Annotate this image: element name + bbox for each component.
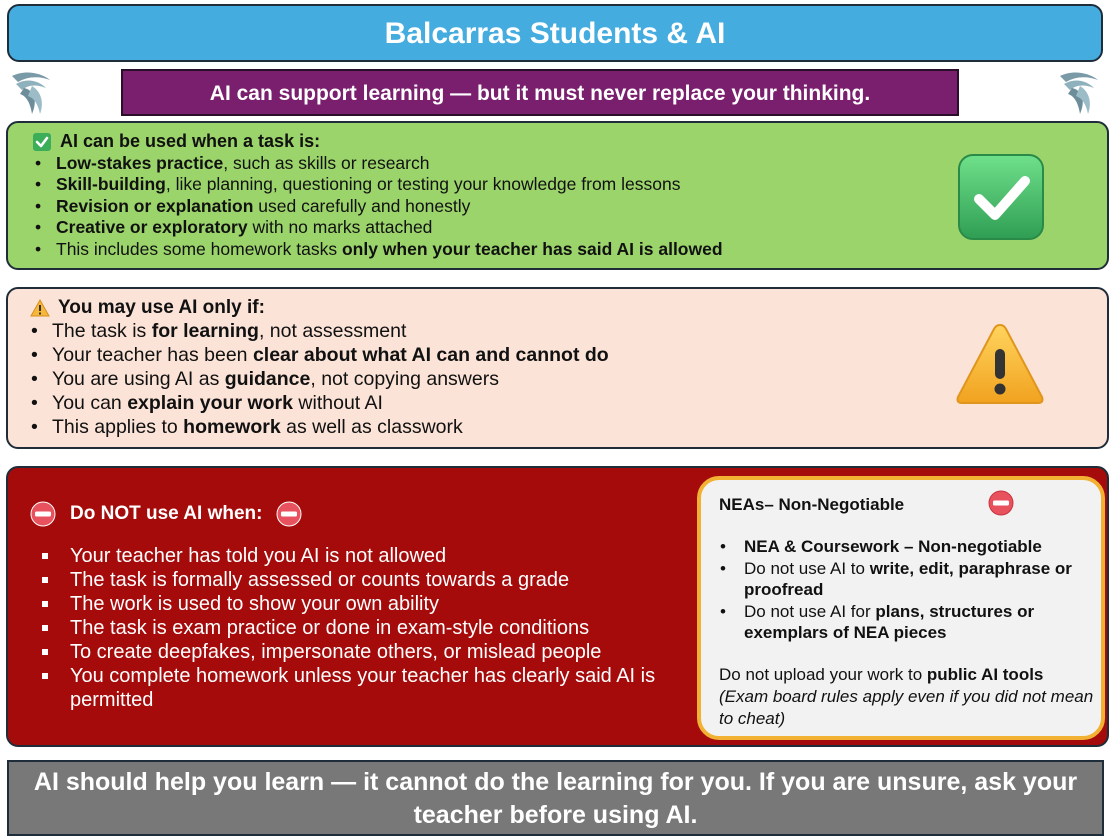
- conditional-uses-list: [25, 319, 609, 439]
- prohibited-uses-list: [34, 544, 699, 712]
- list-item: • Your teacher has been clear about what AI can and cannot do: [25, 343, 609, 367]
- warning-icon: [954, 319, 1046, 411]
- list-item: The work is used to show your own ability: [34, 592, 699, 616]
- list-item: • Low-stakes practice, such as skills or research: [29, 153, 723, 174]
- list-item: • NEA & Coursework – Non-negotiable: [714, 536, 1094, 558]
- prohibited-uses-heading: Do NOT use AI when:: [30, 501, 302, 527]
- no-entry-icon: [988, 490, 1014, 516]
- list-item: The task is formally assessed or counts towards a grade: [34, 568, 699, 592]
- warning-icon: [30, 298, 50, 318]
- page-title: Balcarras Students & AI: [7, 4, 1103, 62]
- allowed-uses-list: [29, 153, 723, 260]
- no-entry-icon: [30, 501, 56, 527]
- list-item: You complete homework unless your teacher has clearly said AI is permitted: [34, 664, 699, 712]
- list-item: • This includes some homework tasks only when your teacher has said AI is allowed: [29, 239, 723, 260]
- subtitle-banner: AI can support learning — but it must never replace your thinking.: [121, 69, 959, 116]
- list-item: • Skill-building, like planning, questioning or testing your knowledge from lessons: [29, 174, 723, 195]
- nea-callout: [697, 476, 1105, 740]
- conditional-uses-heading: You may use AI only if:: [30, 297, 265, 319]
- check-box-icon: [32, 132, 52, 152]
- list-item: • Do not use AI to write, edit, paraphrase or proofread: [714, 558, 1094, 601]
- list-item: • You can explain your work without AI: [25, 391, 609, 415]
- allowed-uses-heading: AI can be used when a task is:: [32, 131, 320, 152]
- nea-rules-list: [714, 536, 1094, 644]
- nea-upload-rule: Do not upload your work to public AI tools: [719, 665, 1044, 684]
- list-item: • This applies to homework as well as classwork: [25, 415, 609, 439]
- check-mark-icon: [955, 151, 1047, 243]
- list-item: Your teacher has told you AI is not allowed: [34, 544, 699, 568]
- list-item: • Do not use AI for plans, structures or exemplars of NEA pieces: [714, 601, 1094, 644]
- list-item: • Creative or exploratory with no marks attached: [29, 217, 723, 238]
- list-item: • Revision or explanation used carefully and honestly: [29, 196, 723, 217]
- conditional-uses-panel: [6, 287, 1109, 449]
- list-item: The task is exam practice or done in exam-style conditions: [34, 616, 699, 640]
- list-item: To create deepfakes, impersonate others, or mislead people: [34, 640, 699, 664]
- nea-title: NEAs– Non-Negotiable: [719, 495, 905, 514]
- footer-message: AI should help you learn — it cannot do the learning for you. If you are unsure, ask your teacher before using AI.: [7, 760, 1104, 836]
- list-item: • The task is for learning, not assessment: [25, 319, 609, 343]
- no-entry-icon: [276, 501, 302, 527]
- allowed-uses-panel: [6, 121, 1109, 270]
- list-item: • You are using AI as guidance, not copying answers: [25, 367, 609, 391]
- school-crest-icon: [6, 68, 56, 118]
- school-crest-icon: [1054, 68, 1104, 118]
- nea-note: (Exam board rules apply even if you did not mean to cheat): [719, 687, 1094, 728]
